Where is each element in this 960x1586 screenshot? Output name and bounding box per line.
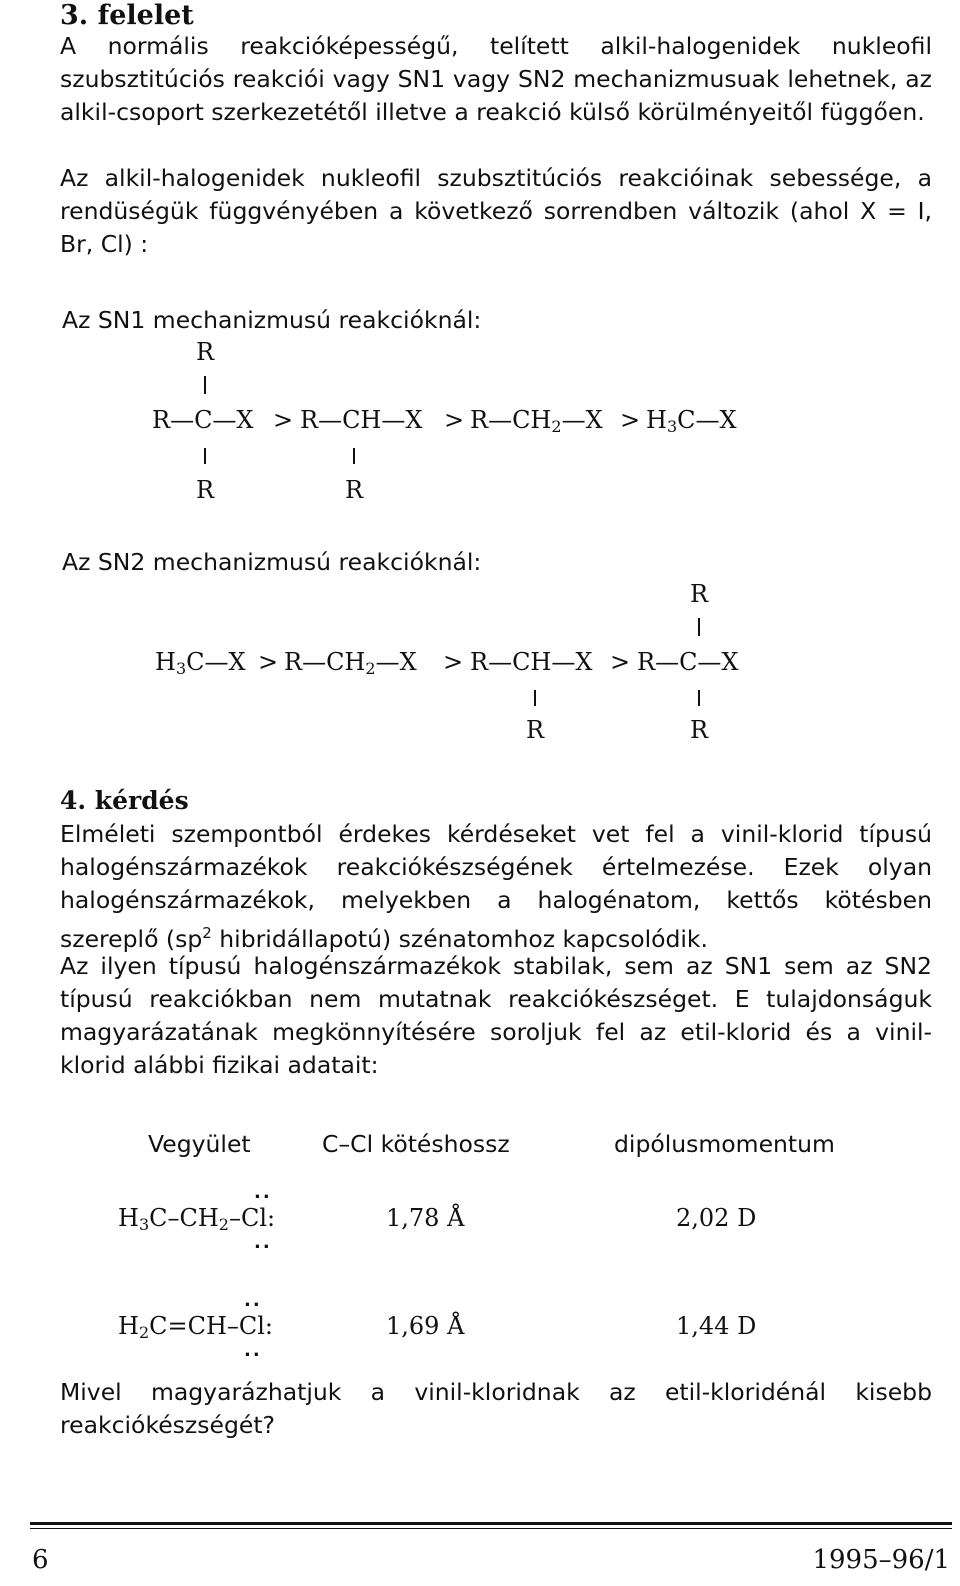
sn1-label: Az SN1 mechanizmusú reakcióknál: — [62, 306, 482, 334]
sn2-gt-3: > — [610, 648, 631, 676]
footer-rule-thick — [30, 1522, 952, 1525]
section-3-paragraph-1: A normális reakcióképességű, telített alkil-halogenidek nukleofil szubsztitúciós reakciói vagy SN1 vagy SN2 mechanizmusuak lehetnek, az alkil-csoport szerkezetétől illetve a reakció külső körülményeitől függően. — [60, 32, 932, 126]
table-row-2-bond-length: 1,69 Å — [386, 1312, 465, 1340]
sn1-bottom-substituent-2: R — [345, 476, 364, 504]
sn2-bottom-bond-2 — [698, 690, 700, 706]
sn1-gt-3: > — [620, 406, 641, 434]
sn2-bottom-substituent-2: R — [690, 716, 709, 744]
issue-number: 1995–96/1 — [812, 1545, 950, 1575]
table-row-2-compound: $H_2C=CH-Cl$: — [118, 1312, 274, 1342]
sn1-term-4: $H_3C—X$ — [646, 406, 737, 436]
section-4-paragraph-2: Az ilyen típusú halogénszármazékok stabilak, sem az SN1 sem az SN2 típusú reakciókban nem mutatnak reakciókészséget. E tulajdonságuk magyarázatának megkönnyítésére soroljuk fel az etil-klorid és a vinil-klorid alábbi fizikai adatait: — [60, 952, 932, 1079]
table-row-1-compound: $H_3C-CH_2-Cl$: — [118, 1204, 276, 1234]
section-4-question: Mivel magyarázhatjuk a vinil-kloridnak az etil-kloridénál kisebb reakciókészségét? — [60, 1378, 932, 1439]
sn1-term-1: R—C—X — [152, 406, 254, 434]
sn1-term-2: R—CH—X — [300, 406, 423, 434]
table-row-2-dipole: 1,44 D — [676, 1312, 757, 1340]
sn1-term-3: $R—CH_2—X$ — [470, 406, 603, 436]
lone-pair-dots: .. — [254, 1232, 272, 1253]
table-header-dipole: dipólusmomentum — [614, 1130, 835, 1158]
sn1-bottom-substituent-1: R — [196, 476, 215, 504]
sn1-gt-1: > — [273, 406, 294, 434]
section-4-paragraph-1-text-a: Elméleti szempontból érdekes kérdéseket vet fel a vinil-klorid típusú halogénszármazékok reakciókészségének értelmezése. Ezek olyan halogénszármazékok, melyekben a halogénatom, kettős kötésben szereplő (sp — [60, 820, 932, 953]
sn2-label: Az SN2 mechanizmusú reakcióknál: — [62, 548, 482, 576]
section-4-paragraph-1-text-b: hibridállapotú) szénatomhoz kapcsolódik. — [211, 924, 709, 953]
sn2-term-2: $R—CH_2—X$ — [284, 648, 417, 678]
lone-pair-dots: .. — [254, 1182, 272, 1203]
table-row-1-dipole: 2,02 D — [676, 1204, 757, 1232]
section-4-title: 4. kérdés — [60, 786, 189, 815]
lone-pair-dots: .. — [244, 1290, 262, 1311]
sp-superscript: 2 — [202, 924, 212, 942]
page-number: 6 — [32, 1545, 49, 1575]
sn2-gt-2: > — [443, 648, 464, 676]
section-3-title: 3. felelet — [60, 0, 194, 31]
sn1-bottom-bond-2 — [353, 448, 355, 464]
table-header-bond-length: C–Cl kötéshossz — [322, 1130, 510, 1158]
sn1-top-substituent: R — [196, 338, 215, 366]
sn2-top-bond — [698, 618, 700, 636]
sn2-term-4: R—C—X — [637, 648, 739, 676]
sn1-top-bond — [204, 376, 206, 394]
sn2-top-substituent: R — [690, 580, 709, 608]
lone-pair-dots: .. — [244, 1340, 262, 1361]
section-3-paragraph-2: Az alkil-halogenidek nukleofil szubsztitúciós reakcióinak sebessége, a rendüségük függvényében a következő sorrendben változik (ahol X = I, Br, Cl) : — [60, 164, 932, 258]
footer-rule-thin — [30, 1528, 952, 1529]
sn2-bottom-substituent-1: R — [526, 716, 545, 744]
table-header-compound: Vegyület — [148, 1130, 251, 1158]
sn2-gt-1: > — [258, 648, 279, 676]
table-row-1-bond-length: 1,78 Å — [386, 1204, 465, 1232]
sn2-bottom-bond-1 — [534, 690, 536, 706]
sn2-term-3: R—CH—X — [470, 648, 593, 676]
sn2-term-1: $H_3C—X$ — [155, 648, 246, 678]
sn1-gt-2: > — [444, 406, 465, 434]
section-4-paragraph-1 — [60, 818, 932, 956]
sn1-bottom-bond-1 — [204, 448, 206, 464]
